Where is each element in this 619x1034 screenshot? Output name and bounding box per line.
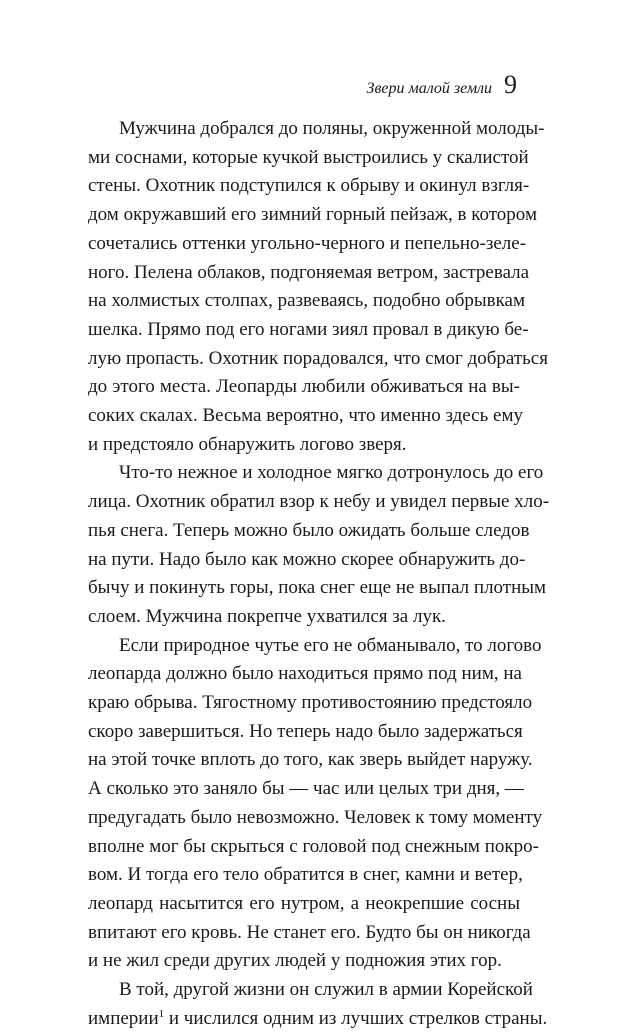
paragraph	[88, 976, 548, 1033]
text-line: лица. Охотник обратил взор к небу и увидел первые хло-	[88, 491, 550, 513]
text-line: бычу и покинуть горы, пока снег еще не выпал плотным	[88, 577, 547, 599]
text-line: впитают его кровь. Не станет его. Будто бы он никогда	[88, 921, 531, 943]
text-line	[88, 1005, 548, 1034]
text-line: предугадать было невозможно. Человек к тому моменту	[88, 806, 543, 828]
paragraph	[88, 459, 550, 631]
text-line: леопард насытится его нутром, а неокрепшие сосны	[88, 892, 520, 914]
text-line: и не жил среди других людей у подножия этих гор.	[88, 950, 502, 972]
text-line: Что-то нежное и холодное мягко дотронулось до его	[119, 462, 544, 484]
text-line: Если природное чутье его не обманывало, то логово	[119, 634, 542, 656]
text-line: вполне мог бы скрыться с головой под снежным покро-	[88, 835, 539, 857]
text-line: пья снега. Теперь можно было ожидать больше следов	[88, 519, 530, 541]
text-line: ного. Пелена облаков, подгоняемая ветром, застревала	[88, 261, 530, 283]
text-line: и предстояло обнаружить логово зверя.	[88, 433, 407, 455]
text-line: слоем. Мужчина покрепче ухватился за лук.	[88, 605, 446, 627]
running-title: Звери малой земли	[366, 80, 492, 97]
body-text	[88, 115, 550, 1034]
text-line: скоро завершиться. Но теперь надо было задержаться	[88, 720, 523, 742]
footnote-marker[interactable]: 1	[158, 1007, 165, 1020]
paragraph	[88, 115, 548, 459]
text-line: вом. И тогда его тело обратится в снег, камни и ветер,	[88, 864, 523, 886]
text-line: на холмистых столпах, развеваясь, подобно обрывкам	[88, 290, 526, 312]
text-line: на пути. Надо было как можно скорее обнаружить до-	[88, 548, 526, 570]
text-line: леопарда должно было находиться прямо под ним, на	[88, 663, 522, 685]
text-line: сочетались оттенки угольно-черного и пепельно-зеле-	[88, 232, 527, 254]
text-line: ми соснами, которые кучкой выстроились у скалистой	[88, 146, 529, 168]
text-line: А сколько это заняло бы — час или целых три дня, —	[88, 778, 524, 800]
text-line: дом окружавший его зимний горный пейзаж, в котором	[88, 204, 537, 226]
text-line: шелка. Прямо под его ногами зиял провал в дикую бе-	[88, 318, 529, 340]
text-fragment: империи	[88, 1007, 159, 1029]
text-line: краю обрыва. Тягостному противостоянию предстояло	[88, 692, 533, 714]
text-line: Мужчина добрался до поляны, окруженной молоды-	[119, 118, 545, 139]
text-line: стены. Охотник подступился к обрыву и окинул взгля-	[88, 175, 530, 197]
text-line: на этой точке вплоть до того, как зверь выйдет наружу.	[88, 749, 533, 771]
text-fragment: и числился одним из лучших стрелков страны.	[164, 1007, 548, 1029]
page-number: 9	[504, 70, 517, 99]
text-line: В той, другой жизни он служил в армии Корейской	[119, 979, 533, 1001]
paragraph	[88, 632, 543, 976]
text-line: до этого места. Леопарды любили обживаться на вы-	[88, 376, 520, 398]
text-line: лую пропасть. Охотник порадовался, что смог добраться	[88, 347, 548, 369]
text-line: соких скалах. Весьма вероятно, что именно здесь ему	[88, 405, 523, 427]
page-header	[367, 70, 517, 100]
